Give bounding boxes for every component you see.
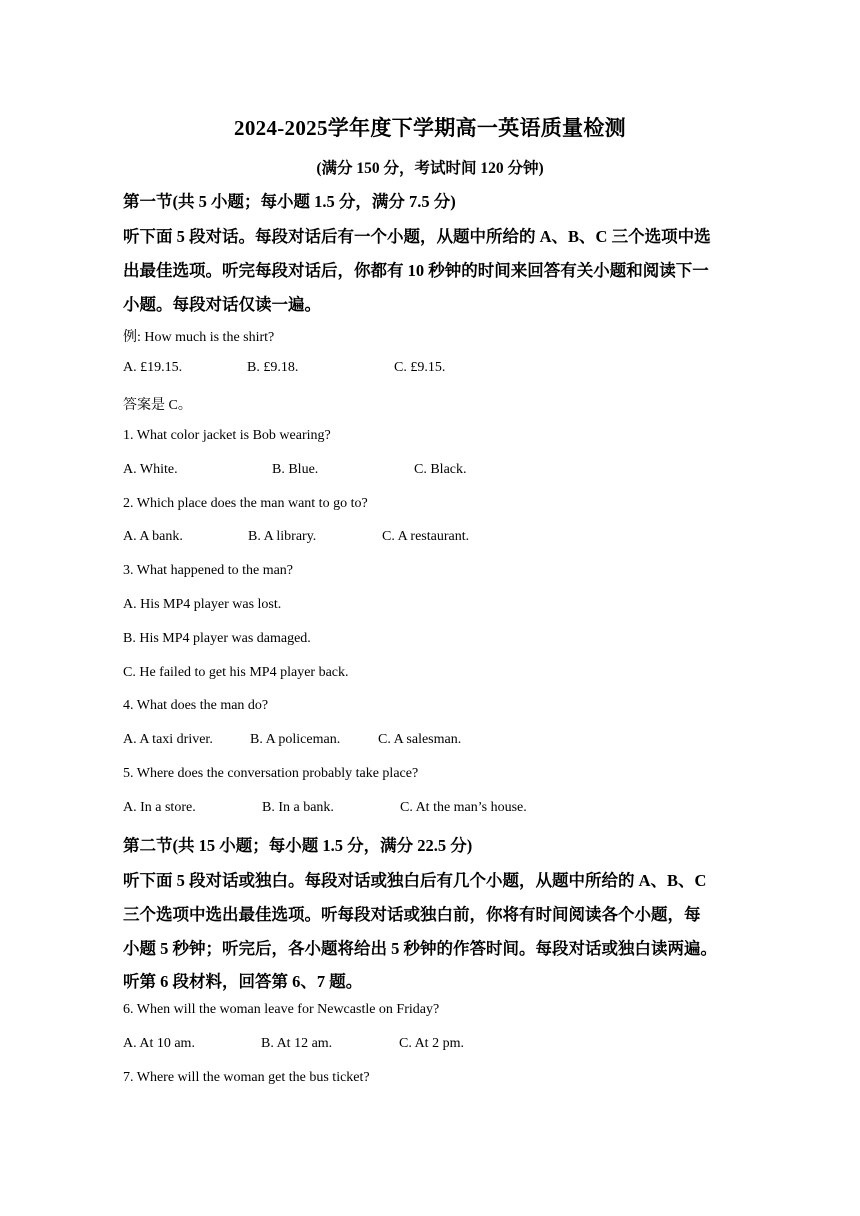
question-4: 4. What does the man do? [123, 698, 269, 713]
option-c: C. At 2 pm. [399, 1036, 464, 1051]
section-2-heading: 第二节(共 15 小题；每小题 1.5 分，满分 22.5 分) [123, 836, 473, 855]
question-5-options [123, 800, 743, 820]
option-a: A. A taxi driver. [123, 732, 213, 747]
question-3-option-c: C. He failed to get his MP4 player back. [123, 665, 349, 680]
option-c: C. £9.15. [394, 360, 446, 375]
option-b: B. At 12 am. [261, 1036, 333, 1051]
section-1-instruction-line: 听下面 5 段对话。每段对话后有一个小题，从题中所给的 A、B、C 三个选项中选 [123, 227, 711, 246]
option-b: B. Blue. [272, 462, 319, 477]
option-c: C. At the man’s house. [400, 800, 527, 815]
question-6-options [123, 1036, 743, 1056]
option-a: A. £19.15. [123, 360, 183, 375]
question-3: 3. What happened to the man? [123, 563, 294, 578]
option-c: C. A restaurant. [382, 529, 470, 544]
question-1-options [123, 462, 743, 482]
question-2: 2. Which place does the man want to go to? [123, 496, 368, 511]
question-7: 7. Where will the woman get the bus ticket? [123, 1070, 370, 1085]
question-5: 5. Where does the conversation probably take place? [123, 766, 419, 781]
option-a: A. White. [123, 462, 178, 477]
option-b: B. A policeman. [250, 732, 341, 747]
question-6: 6. When will the woman leave for Newcastle on Friday? [123, 1002, 440, 1017]
option-a: A. At 10 am. [123, 1036, 195, 1051]
material-note: 听第 6 段材料，回答第 6、7 题。 [123, 972, 363, 991]
question-2-options [123, 529, 743, 549]
question-1: 1. What color jacket is Bob wearing? [123, 428, 331, 443]
section-1-instruction-line: 出最佳选项。听完每段对话后，你都有 10 秒钟的时间来回答有关小题和阅读下一 [123, 261, 709, 280]
section-1-instruction-line: 小题。每段对话仅读一遍。 [123, 295, 321, 314]
section-1-heading: 第一节(共 5 小题；每小题 1.5 分，满分 7.5 分) [123, 192, 456, 211]
question-3-option-b: B. His MP4 player was damaged. [123, 631, 311, 646]
exam-info: (满分 150 分，考试时间 120 分钟) [316, 160, 544, 177]
example-options [123, 360, 743, 380]
question-3-option-a: A. His MP4 player was lost. [123, 597, 282, 612]
section-2-instruction-line: 听下面 5 段对话或独白。每段对话或独白后有几个小题，从题中所给的 A、B、C [123, 871, 707, 890]
option-c: C. Black. [414, 462, 467, 477]
example-answer: 答案是 C。 [123, 398, 192, 413]
option-b: B. A library. [248, 529, 317, 544]
question-4-options [123, 732, 743, 752]
section-2-instruction-line: 三个选项中选出最佳选项。听每段对话或独白前，你将有时间阅读各个小题，每 [123, 905, 701, 924]
page-title: 2024-2025学年度下学期高一英语质量检测 [234, 116, 626, 140]
example-question: 例: How much is the shirt? [123, 330, 275, 345]
option-b: B. £9.18. [247, 360, 299, 375]
option-c: C. A salesman. [378, 732, 462, 747]
section-2-instruction-line: 小题 5 秒钟；听完后，各小题将给出 5 秒钟的作答时间。每段对话或独白读两遍。 [123, 939, 717, 958]
option-b: B. In a bank. [262, 800, 334, 815]
option-a: A. A bank. [123, 529, 183, 544]
option-a: A. In a store. [123, 800, 196, 815]
